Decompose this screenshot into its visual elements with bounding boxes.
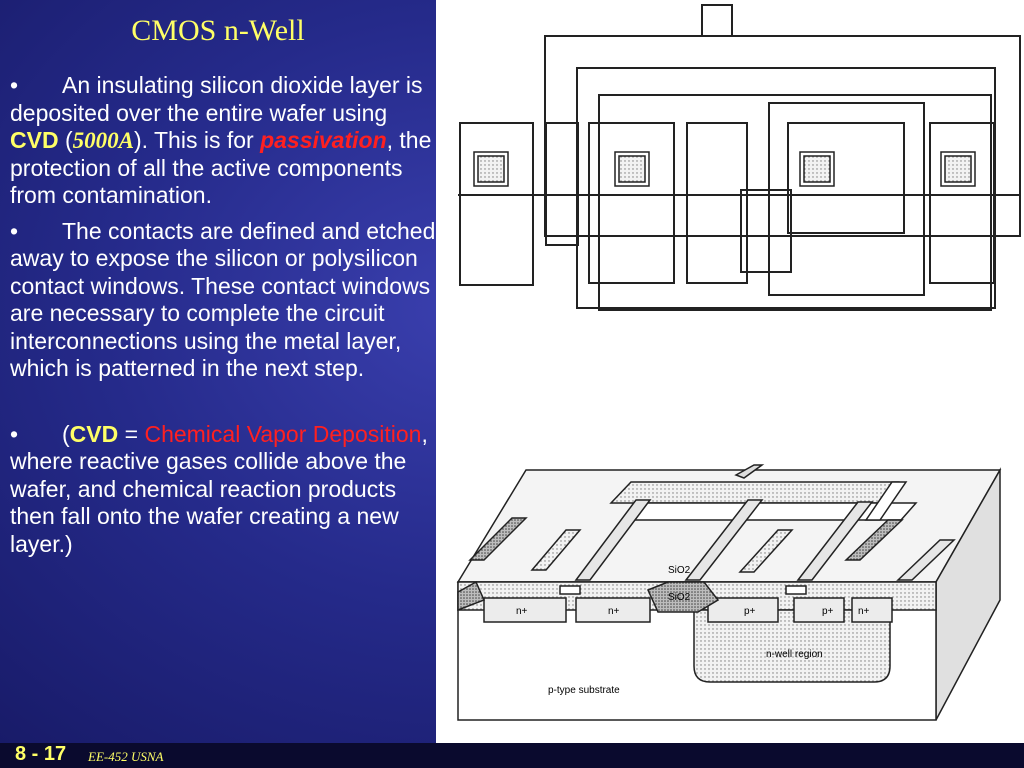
equals-sign: = xyxy=(118,420,145,447)
slide-title: CMOS n-Well xyxy=(131,14,305,47)
slide-footer xyxy=(0,743,1024,768)
bullet-cvd-passivation xyxy=(10,72,436,210)
course-label: EE-452 USNA xyxy=(88,749,164,764)
slide-number: 8 - 17 xyxy=(15,743,67,765)
label-nwell: n-well region xyxy=(766,649,823,660)
cvd-definition: Chemical Vapor Deposition xyxy=(144,420,422,447)
thickness-value: 5000A xyxy=(72,128,134,153)
label-n-plus-3: n+ xyxy=(858,606,870,617)
bullet-3-text: , where reactive gases collide above the wafer, and chemical reaction products then fall onto the wafer creating a new layer.) xyxy=(10,420,428,557)
bullet-contacts xyxy=(10,218,436,383)
label-sio2-top: SiO2 xyxy=(668,565,691,576)
bullet-2-text: The contacts are defined and etched away to expose the silicon or polysilicon contact windows. These contact windows are necessary to complete the circuit interconnections using the metal layer, which is patterned in the next step. xyxy=(10,217,436,381)
passivation-term: passivation xyxy=(260,127,387,153)
bullet-cvd-definition xyxy=(10,421,436,559)
label-substrate: p-type substrate xyxy=(548,685,620,696)
label-n-plus-2: n+ xyxy=(608,606,620,617)
layout-mask-view xyxy=(458,5,1020,310)
cvd-term: CVD xyxy=(69,420,119,447)
body-text xyxy=(10,72,436,558)
cmos-figure-panel xyxy=(436,0,1024,743)
bullet-1-text-b: ). This is for xyxy=(133,127,261,153)
bullet-marker: • xyxy=(10,420,19,447)
bullet-marker: • xyxy=(10,217,19,244)
contact-windows-top xyxy=(474,152,975,186)
label-n-plus-1: n+ xyxy=(516,606,528,617)
bullet-marker: • xyxy=(10,72,19,98)
cmos-diagram xyxy=(436,0,1024,743)
paren-open: ( xyxy=(58,127,73,153)
label-p-plus-1: p+ xyxy=(744,606,756,617)
bullet-1-text-a: An insulating silicon dioxide layer is deposited over the entire wafer using xyxy=(10,72,423,126)
paren: ( xyxy=(62,420,70,447)
cvd-term: CVD xyxy=(10,127,59,153)
label-sio2-mid: SiO2 xyxy=(668,592,691,603)
label-p-plus-2: p+ xyxy=(822,606,834,617)
bullet-1-text-c: , the protection of all the active components from contamination. xyxy=(10,127,432,208)
